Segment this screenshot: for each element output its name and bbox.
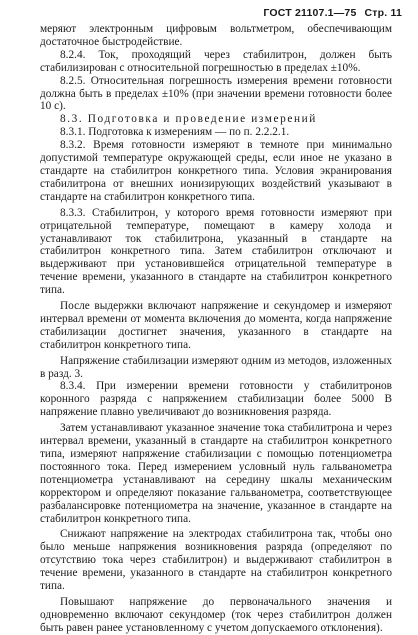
- paragraph: После выдержки включают напряжение и секундомер и измеряют интервал времени от момента включения до момента, когда напряжение стабилизации достигнет значения, указанного в стандарте на стабилитрон конкретного типа.: [40, 300, 392, 351]
- section-heading: 8.3. Подготовка и проведение измерений: [60, 113, 317, 126]
- page-number: Стр. 11: [364, 7, 402, 19]
- page-header: [40, 7, 402, 19]
- paragraph: 8.2.4. Ток, проходящий через стабилитрон, должен быть стабилизирован с относительной погрешностью в пределах ±10%.: [40, 48, 392, 74]
- paragraph: Снижают напряжение на электродах стабилитрона так, чтобы оно было меньше напряжения возникновения разряда (определяют по отсутствию тока через стабилитрон) и выдерживают стабилитрон в течение времени, указанного в стандарте на стабилитрон конкретного типа.: [40, 528, 392, 593]
- paragraph: меряют электронным цифровым вольтметром, обеспечивающим достаточное быстродействие.: [40, 23, 392, 48]
- paragraph: 8.3.3. Стабилитрон, у которого время готовности измеряют при отрицательной температуре, помещают в камеру холода и устанавливают ток стабилитрона, указанный в стандарте на стабилитрон конкретного типа. Затем стабилитрон отключают и выдерживают при установившейся отрицательной температуре в течение времени, указанного в стандарте на стабилитрон конкретного типа.: [40, 206, 392, 297]
- paragraph: Повышают напряжение до первоначального значения и одновременно включают секундомер (ток через стабилитрон должен быть равен ранее установленному с учетом допускаемого отклонения).: [40, 595, 392, 634]
- paragraph: 8.3.4. При измерении времени готовности у стабилитронов коронного разряда с напряжением стабилизации более 5000 В напряжение плавно увеличивают до возникновения разряда.: [40, 380, 392, 419]
- paragraph: Напряжение стабилизации измеряют одним из методов, изложенных в разд. 3.: [40, 354, 392, 380]
- paragraph: 8.3.2. Время готовности измеряют в темноте при минимально допустимой температуре окружающей среды, если иное не указано в стандарте на стабилитрон конкретного типа. Условия экранирования стабилитрона от внешних ионизирующих воздействий указывают в стандарте на стабилитрон конкретного типа.: [40, 139, 392, 203]
- paragraph: Затем устанавливают указанное значение тока стабилитрона и через интервал времени, указанный в стандарте на стабилитрон конкретного типа, измеряют напряжение стабилизации с помощью потенциометра постоянного тока. Перед измерением условный нуль гальванометра потенциометра устанавливают на середину шкалы механическим корректором и определяют показание гальванометра, соответствующее разбалансировке потенциометра на значение, указанное в стандарте на стабилитрон конкретного типа.: [40, 422, 392, 525]
- paragraph: 8.2.5. Относительная погрешность измерения времени готовности должна быть в пределах ±10% (при значении времени готовности более 10 с).: [40, 74, 392, 113]
- paragraph: 8.3.1. Подготовка к измерениям — по п. 2.2.2.1.: [60, 126, 290, 139]
- standard-number: ГОСТ 21107.1—75: [263, 7, 357, 19]
